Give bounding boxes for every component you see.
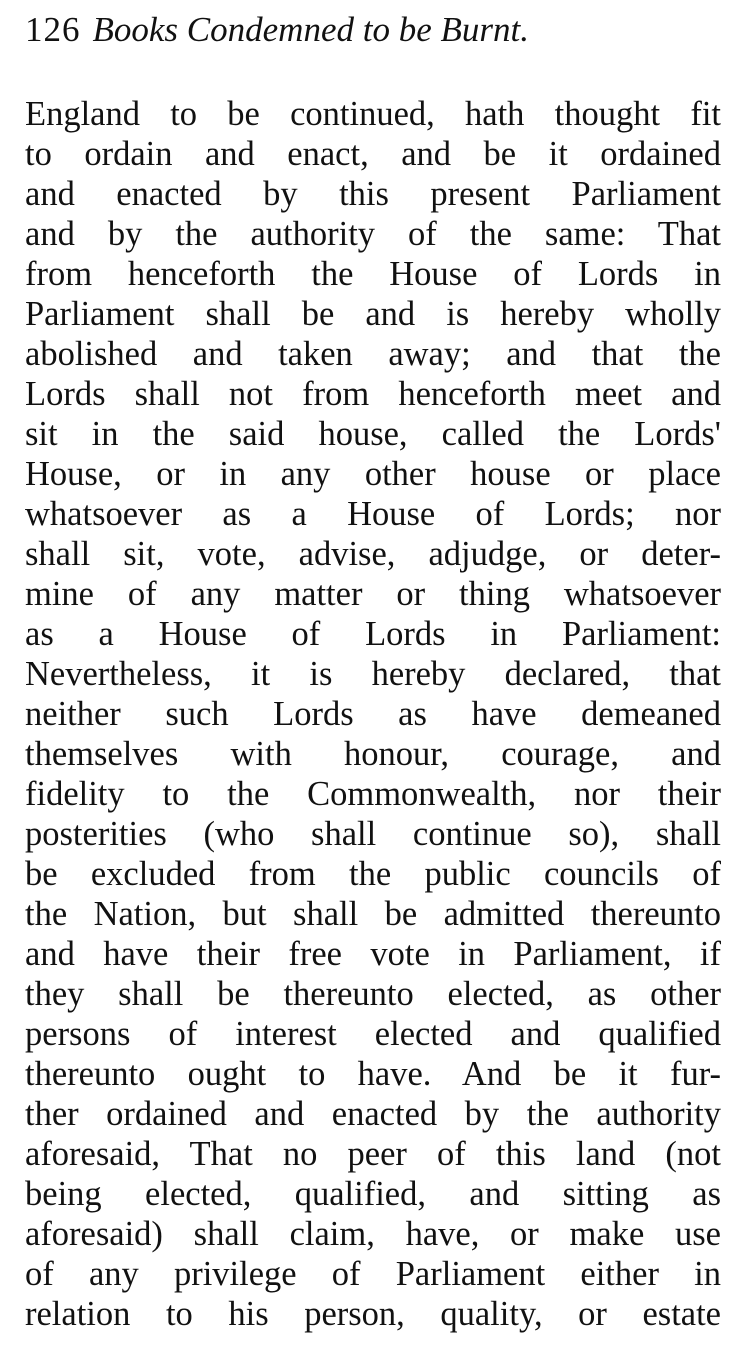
text-line: aforesaid, That no peer of this land (not: [25, 1135, 721, 1173]
text-line: whatsoever as a House of Lords; nor: [25, 495, 721, 533]
text-line: they shall be thereunto elected, as other: [25, 975, 721, 1013]
running-title: Books Condemned to be Burnt.: [92, 10, 529, 49]
text-line: and by the authority of the same: That: [25, 215, 721, 253]
text-line: House, or in any other house or place: [25, 455, 721, 493]
text-line: from henceforth the House of Lords in: [25, 255, 721, 293]
text-line: the Nation, but shall be admitted thereunto: [25, 895, 721, 933]
text-line: persons of interest elected and qualified: [25, 1015, 721, 1053]
text-line: themselves with honour, courage, and: [25, 735, 721, 773]
page-number: 126: [25, 10, 81, 49]
text-line: be excluded from the public councils of: [25, 855, 721, 893]
text-line: fidelity to the Commonwealth, nor their: [25, 775, 721, 813]
text-line: thereunto ought to have. And be it fur-: [25, 1055, 721, 1093]
text-line: England to be continued, hath thought fit: [25, 95, 721, 133]
text-line: aforesaid) shall claim, have, or make use: [25, 1215, 721, 1253]
text-line: abolished and taken away; and that the: [25, 335, 721, 373]
text-line: neither such Lords as have demeaned: [25, 695, 721, 733]
text-line: and enacted by this present Parliament: [25, 175, 721, 213]
text-line: to ordain and enact, and be it ordained: [25, 135, 721, 173]
text-line: relation to his person, quality, or estate: [25, 1295, 721, 1333]
text-line: shall sit, vote, advise, adjudge, or deter-: [25, 535, 721, 573]
text-line: of any privilege of Parliament either in: [25, 1255, 721, 1293]
text-line: ther ordained and enacted by the authority: [25, 1095, 721, 1133]
text-line: Lords shall not from henceforth meet and: [25, 375, 721, 413]
text-line: and have their free vote in Parliament, if: [25, 935, 721, 973]
text-line: mine of any matter or thing whatsoever: [25, 575, 721, 613]
text-line: Parliament shall be and is hereby wholly: [25, 295, 721, 333]
body-text: [25, 94, 721, 1334]
text-line: being elected, qualified, and sitting as: [25, 1175, 721, 1213]
text-line: posterities (who shall continue so), shall: [25, 815, 721, 853]
running-head: [25, 8, 529, 52]
text-line: Nevertheless, it is hereby declared, that: [25, 655, 721, 693]
text-line: as a House of Lords in Parliament:: [25, 615, 721, 653]
text-line: sit in the said house, called the Lords': [25, 415, 721, 453]
